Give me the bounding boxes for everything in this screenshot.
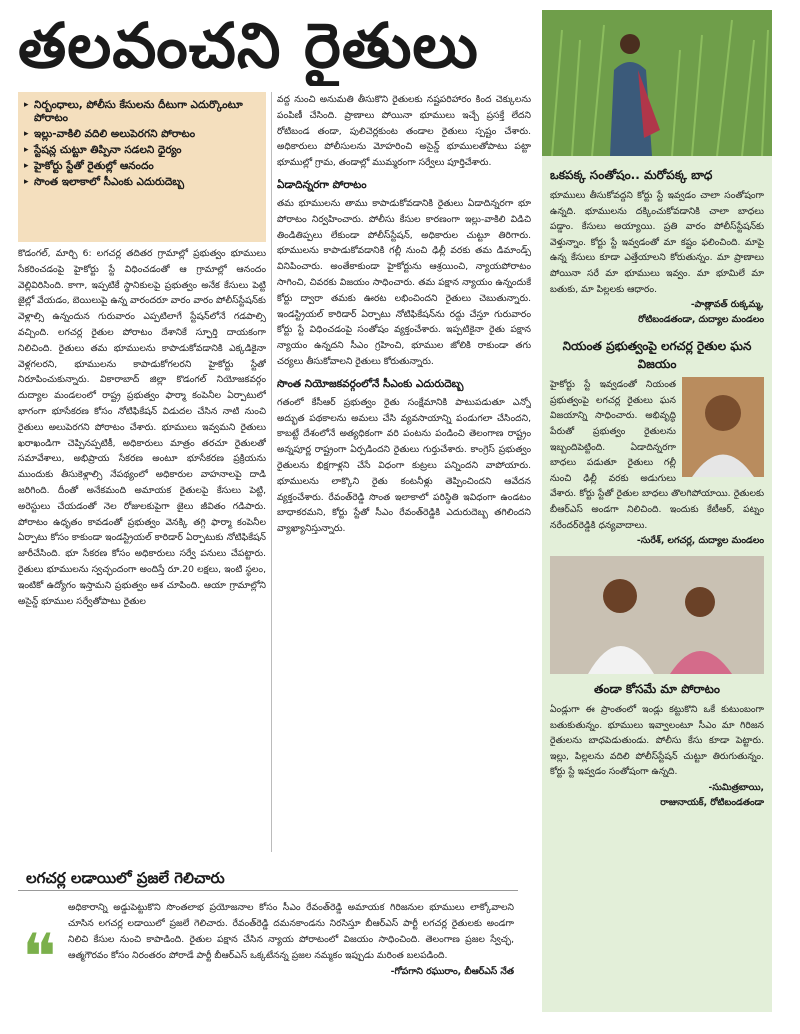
highlights-list xyxy=(24,99,260,189)
portrait-illustration xyxy=(682,377,764,477)
headline: తలవంచని రైతులు xyxy=(18,9,479,82)
sidebar-signature: రోటిబండతండా, దుద్యాల మండలం xyxy=(638,314,764,326)
sidebar-heading: ఒకపక్క సంతోషం.. మరోపక్క బాధ xyxy=(550,168,713,182)
article-paragraph: గతంలో కేసీఆర్‌ ప్రభుత్వం రైతు సంక్షేమానికి పాటుపడుతూ ఎన్నో అద్భుత పథకాలను అమలు చేసి వ్యవసాయాన్ని పండుగలా చేసిందని, కాబట్టే దేశంలోనే అత్యధికంగా వరి పంటను పండించి తెలంగాణ రాష్ట్రం అన్నపూర్ణ రాష్ట్రంగా ఏర్పడిందని రైతులు గుర్తుచేశారు. కాంగ్రెస్‌ ప్రభుత్వం రైతులను భిక్షగాళ్లని చేసే విధంగా కుట్రలు పన్నిందని వాపోయారు. భూములను లాక్కొని రైతు కంటనీళ్లు తెప్పించిందని ఆవేదన వ్యక్తంచేశారు. రేవంత్‌రెడ్డి సొంత ఇలాకాలో పరిస్థితి ఇవిధంగా ఉండటం బాధాకరమని, కోర్టు స్టేతో సీఎం రేవంత్‌రెడ్డికి ఎదురుదెబ్బ తగిలిందని వ్యాఖ్యానిస్తున్నారు. xyxy=(277,396,531,535)
field-photo-illustration xyxy=(542,10,772,156)
highlights-box xyxy=(18,92,266,242)
sidebar-text: హైకోర్టు స్టే ఇవ్వడంతో నియంత ప్రభుత్వంపై లగచర్ల రైతులు ఘన విజయాన్ని సాధించారు. అభివృద్ధి పేరుతో ప్రభుత్వం రైతులను ఇబ్బందిపెట్టింది. ఏడాదిన్నరగా బాధలు పడుతూ రైతులు గల్లీ నుంచి ఢిల్లీ వరకు అడుగులు వేశారు. కోర్టు స్టేతో రైతుల బాధలు తొలగిపోయాయి. రైతులకు బీఆర్‌ఎస్‌ అండగా నిలిచింది. ఇందుకు కేటీఆర్‌, పట్నం నరేందర్‌రెడ్డికి ధన్యవాదాలు. xyxy=(550,379,764,531)
article-column-2 xyxy=(277,92,531,852)
article-column-1 xyxy=(18,246,266,846)
subheading: ఏడాదిన్నరగా పోరాటం xyxy=(277,178,367,191)
quote-signature: -గోపగాని రఘురాం, బీఆర్‌ఎస్‌ నేత xyxy=(390,966,514,977)
sidebar-signature: -సురేశ్‌, లగచర్ల, దుద్యాల మండలం xyxy=(636,535,764,547)
highlight-item: ▸ సొంత ఇలాకాలో సీఎంకు ఎదురుదెబ్బ xyxy=(24,176,260,189)
highlight-item: ▸ నిర్బంధాలు, పోలీసు కేసులను దీటుగా ఎదుర్కొంటూ పోరాటం xyxy=(24,99,260,125)
highlight-item: ▸ ఇల్లు-వాకిలి వదిలి అలుపెరగని పోరాటం xyxy=(24,128,260,141)
highlight-item: ▸ స్టేషన్ల చుట్టూ తిప్పినా సడలని ధైర్యం xyxy=(24,144,260,157)
quote-text: అధికారాన్ని అడ్డుపెట్టుకొని సొంతలాభ ప్రయోజనాల కోసం సీఎం రేవంత్‌రెడ్డి అమాయక గిరిజనుల భూములు లాక్కోవాలని చూసిన లగచర్ల లడాయిలో ప్రజలే గెలిచారు. రేవంత్‌రెడ్డి దమనకాండను నిరసిస్తూ బీఆర్‌ఎస్‌ పార్టీ లగచర్ల రైతులకు అండగా నిలిచి కేసుల నుంచి కాపాడింది. రైతుల పక్షాన చేసిన న్యాయ పోరాటంలో విజయం సాధించింది. తెలంగాణ ప్రజల స్వేచ్ఛ, ఆత్మగౌరవం కోసం నిరంతరం పోరాడే పార్టీ బీఆర్‌ఎస్‌ ఒక్కటేనన్న ప్రజల నమ్మకం ఇప్పుడు మరింత బలపడింది. xyxy=(68,902,514,961)
article-paragraph: కొడంగల్‌, మార్చి 6: లగచర్ల తదితర గ్రామాల్లో ప్రభుత్వం భూములు సేకరించడంపై హైకోర్టు స్టే విధించడంతో ఆ గ్రామాల్లో ఆనందం వెల్లివిరిసింది. కాగా, ఇప్పటికే స్థానికులపై ప్రభుత్వం అనేక కేసులు పెట్టి జైల్లో వేయడం, బెయిలుపై ఉన్న వారందరూ వారం వారం పోలీస్‌స్టేషన్‌కు వెళ్లాల్సి ఉన్నందున గురువారం ఎప్పటిలాగే స్టేషన్‌లోనే గడపాల్సి వచ్చింది. లగచర్ల రైతుల పోరాటం దేశానికే స్ఫూర్తి దాయకంగా నిలిచింది. రైతులు తమ భూములను కాపాడుకోవడానికి ఎక్కడికైనా వెళ్లగలరని, భూములను కాపాడుకోగలరని హైకోర్టు స్టేతో నిరూపించుకున్నారు. వికారాబాద్‌ జిల్లా కొడంగల్‌ నియోజకవర్గం దుద్యాల మండలంలో రాష్ట్ర ప్రభుత్వం ఫార్మా కంపెనీల ఏర్పాటులో భాగంగా భూసేకరణ కోసం నోటిఫికేషన్‌ విడుదల చేసిన నాటి నుంచి రైతులు అలుపెరగని పోరాటం చేశారు. భూములు ఇవ్వమని రైతులు ఖరాఖండిగా చెప్పినప్పటికీ, అధికారులు మాత్రం తరచూ రైతులతో సమావేశాలు, అభిప్రాయ సేకరణ అంటూ భూసేకరణ ప్రక్రియను ముందుకు తీసుకెళ్లాల్సి నేపథ్యంలో అధికారుల వాహనాలపై దాడి జరిగింది. దీంతో అనేకమంది అమాయక రైతులపై కేసులు పెట్టి, అరెస్టులు చేయడంతో నెల రోజులకుపైగా జైలు జీవితం గడిపారు. పోరాటం ఉధృతం కావడంతో ప్రభుత్వం వెనక్కి తగ్గి ఫార్మా కంపెనీల ఏర్పాటు కోసం కాకుండా ఇండస్ట్రియల్‌ కారిడార్‌ ఏర్పాటుకు నోటిఫికేషన్‌ జారీచేసింది. భూ సేకరణ కోసం అధికారులు సర్వే పనులు చేపట్టారు. రైతులు భూములను స్వచ్ఛందంగా అందిస్తే రూ.20 లక్షలు, ఇంటి స్థలం, ఇంటికో ఉద్యోగం ఇస్తామని ప్రభుత్వం ఆశ చూపింది. ఆయా గ్రామాల్లోని అసైన్డ్‌ భూముల సర్వేతోపాటు రైతుల xyxy=(18,248,266,607)
suresh-photo xyxy=(682,377,764,477)
farmer-field-photo xyxy=(542,10,772,156)
highlight-item: ▸ హైకోర్టు స్టేతో రైతుల్లో ఆనందం xyxy=(24,160,260,173)
sidebar-signature: -సుమిత్రబాయి, xyxy=(708,782,764,794)
sidebar-signature: -పాత్లావత్‌ రుక్కమ్మ, xyxy=(690,299,764,311)
couple-illustration xyxy=(550,556,764,674)
sidebar-heading: తండా కోసమే మా పోరాటం xyxy=(594,682,720,697)
article-paragraph: తమ భూములను తాము కాపాడుకోవడానికి రైతులు ఏడాదిన్నరగా భూ పోరాటం నిర్వహించారు. పోలీసు కేసుల కారణంగా ఇల్లు-వాకిలి విడిచి తిండితిప్పలు లేకుండా పోలీస్‌స్టేషన్‌, అధికారుల చుట్టూ తిరిగారు. భూములను కాపాడుకోవడానికి గల్లీ నుంచి ఢిల్లీ వరకు తమ డిమాండ్స్‌ వినిపించారు. అంతేకాకుండా హైకోర్టును ఆశ్రయించి, న్యాయపోరాటం సాగించి, చివరకు విజయం సాధించారు. తమ పక్షాన న్యాయం ఉన్నందుకే కోర్టు ద్వారా తమకు ఊరట లభించిందని రైతులు చెబుతున్నారు. ఇండస్ట్రియల్‌ కారిడార్‌ ఏర్పాటు నోటిఫికేషన్‌ను రద్దు చేస్తూ గురువారం కోర్టు స్టే విధించడంపై సంతోషం వ్యక్తంచేశారు. ఇప్పటికైనా రైతు పక్షాన న్యాయం ఉన్నదని సీఎం గ్రహించి, భూముల జోలికి రాకుండా తగు చర్యలు తీసుకోవాలని రైతులు కోరుతున్నారు. xyxy=(277,197,531,367)
quote-mark-icon: ❝ xyxy=(22,921,57,995)
sidebar-heading: నియంత ప్రభుత్వంపై లగచర్ల రైతుల ఘన విజయం xyxy=(562,339,752,372)
column-divider xyxy=(271,92,272,852)
couple-photo xyxy=(550,556,764,674)
article-paragraph: వద్ద నుంచి అనుమతి తీసుకొని రైతులకు నష్టపరిహారం కింద చెక్కులను పంపిణీ చేసింది. ప్రాణాలు పోయినా భూములు ఇచ్చే ప్రసక్తే లేదని రోటిబండ తండా, పులిచెర్లకుంట తండాల రైతులు స్పష్టం చేశారు. అధికారులు పోలీసులను మోహరించి అసైన్డ్‌ భూములతోపాటు పట్టా భూముల్లో గ్రామ, తండాల్లో ముమ్మరంగా సర్వేలు పూర్తిచేశారు. xyxy=(277,94,531,169)
sidebar-signature: రాజునాయక్‌, రోటిబండతండా xyxy=(660,797,764,809)
quote-title: లగచర్ల లడాయిలో ప్రజలే గెలిచారు xyxy=(18,866,518,891)
quote-body xyxy=(68,900,514,980)
sidebar-story-2 xyxy=(550,377,764,533)
subheading: సొంత నియోజకవర్గంలోనే సీఎంకు ఎదురుదెబ్బ xyxy=(277,377,464,390)
sidebar-box xyxy=(542,156,772,1012)
sidebar-text: భూములు తీసుకోవద్దని కోర్టు స్టే ఇవ్వడం చాలా సంతోషంగా ఉన్నది. భూములను దక్కించుకోవడానికి చాలా బాధలు పడ్డాం. కేసులు అయ్యాయి. ప్రతి వారం పోలీస్‌స్టేషన్‌కు వెళ్తున్నాం. కోర్టు స్టే ఇవ్వడంతో మా కష్టం ఫలించింది. మాపై ఉన్న కేసులు కూడా ఎత్తేయాలని కోరుతున్నం. మా ప్రాణాలు పోయినా సరే మా భూములు ఇవ్వం. మా భూమిలే మా బతుకు, మా పిల్లలకు ఆధారం. xyxy=(550,190,764,295)
sidebar-text: ఏండ్లుగా ఈ ప్రాంతంలో ఇండ్లు కట్టుకొని ఒకే కుటుంబంగా బతుకుతున్నం. భూములు ఇవ్వాలంటూ సీఎం మా గిరిజన రైతులను బాధపెడుతుండు. పోలీసు కేసు కూడా పెట్టారు. ఇల్లు, పిల్లలను వదిలి పోలీస్‌స్టేషన్‌ చుట్టూ తిరుగుతున్నం. కోర్టు స్టే ఇవ్వడం సంతోషంగా ఉన్నది. xyxy=(550,704,764,778)
quote-box xyxy=(18,866,518,1022)
